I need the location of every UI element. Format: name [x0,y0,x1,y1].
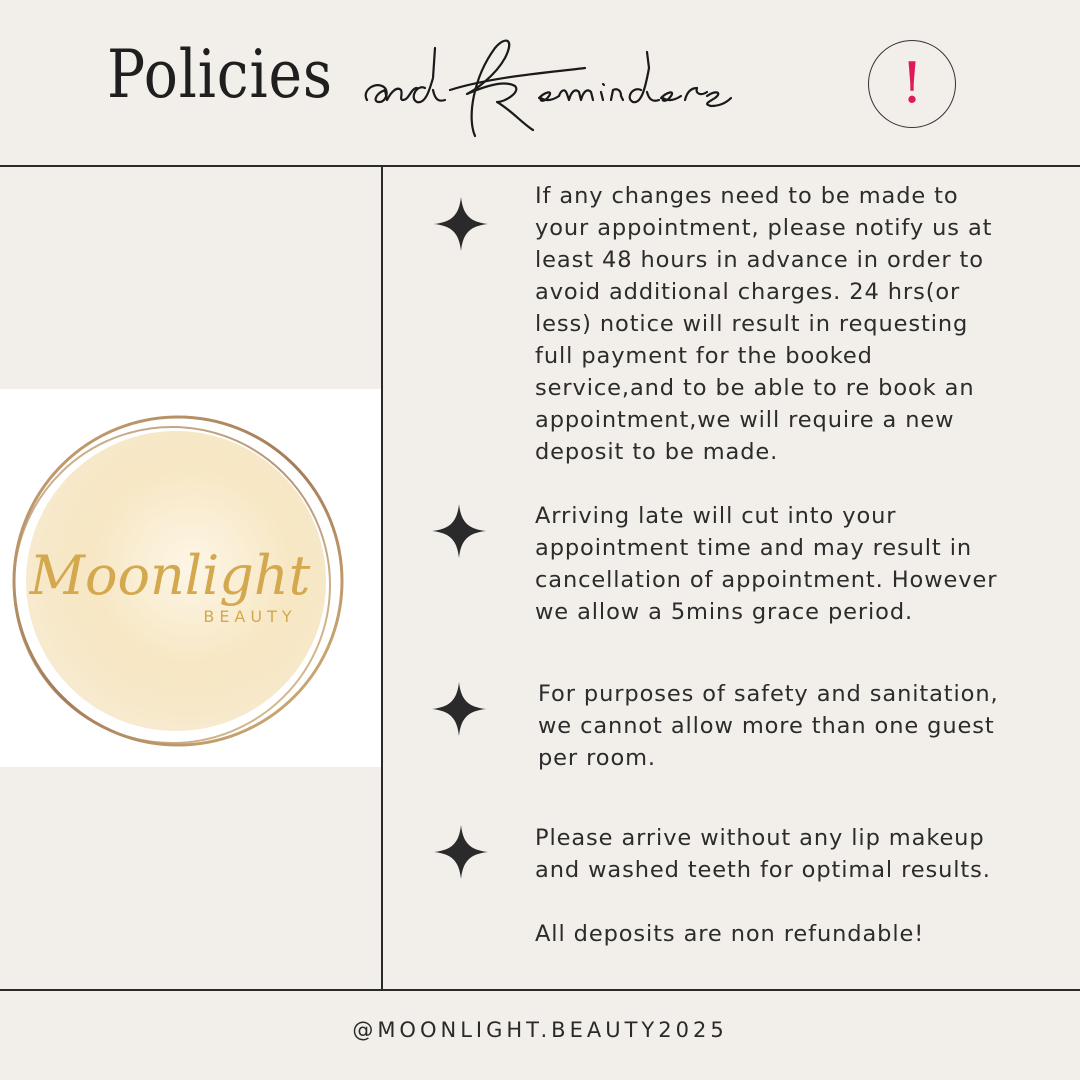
brand-logo [0,389,381,767]
footer-divider [0,989,1080,991]
moon-logo-icon [0,389,381,767]
social-handle: @MOONLIGHT.BEAUTY2025 [352,1018,728,1042]
deposit-note: All deposits are non refundable! [535,921,925,947]
star-icon [430,680,488,738]
page-title: Policies [107,36,333,113]
star-icon [432,195,490,253]
alert-badge [868,40,956,128]
script-title [355,28,735,138]
logo-sub: BEAUTY [203,607,297,626]
policy-item: If any changes need to be made to your appointment, please notify us at least 48 hours in advance in order to avoid additional charges. 24 hrs(or less) notice will result in requesting full payment for the booked service,and to be able to re book an appointment,we will require a new deposit to be made. [535,183,993,465]
policy-item: Arriving late will cut into your appointment time and may result in cancellation of appointment. However we allow a 5mins grace period. [535,503,998,625]
column-divider [381,167,383,990]
star-icon [430,502,488,560]
policy-item: Please arrive without any lip makeup and washed teeth for optimal results. [535,825,991,883]
logo-name: Moonlight [29,544,311,607]
star-icon [432,823,490,881]
header [0,0,1080,165]
exclamation-icon: ! [900,51,924,116]
header-divider [0,165,1080,167]
policy-item: For purposes of safety and sanitation, we cannot allow more than one guest per room. [538,681,999,771]
